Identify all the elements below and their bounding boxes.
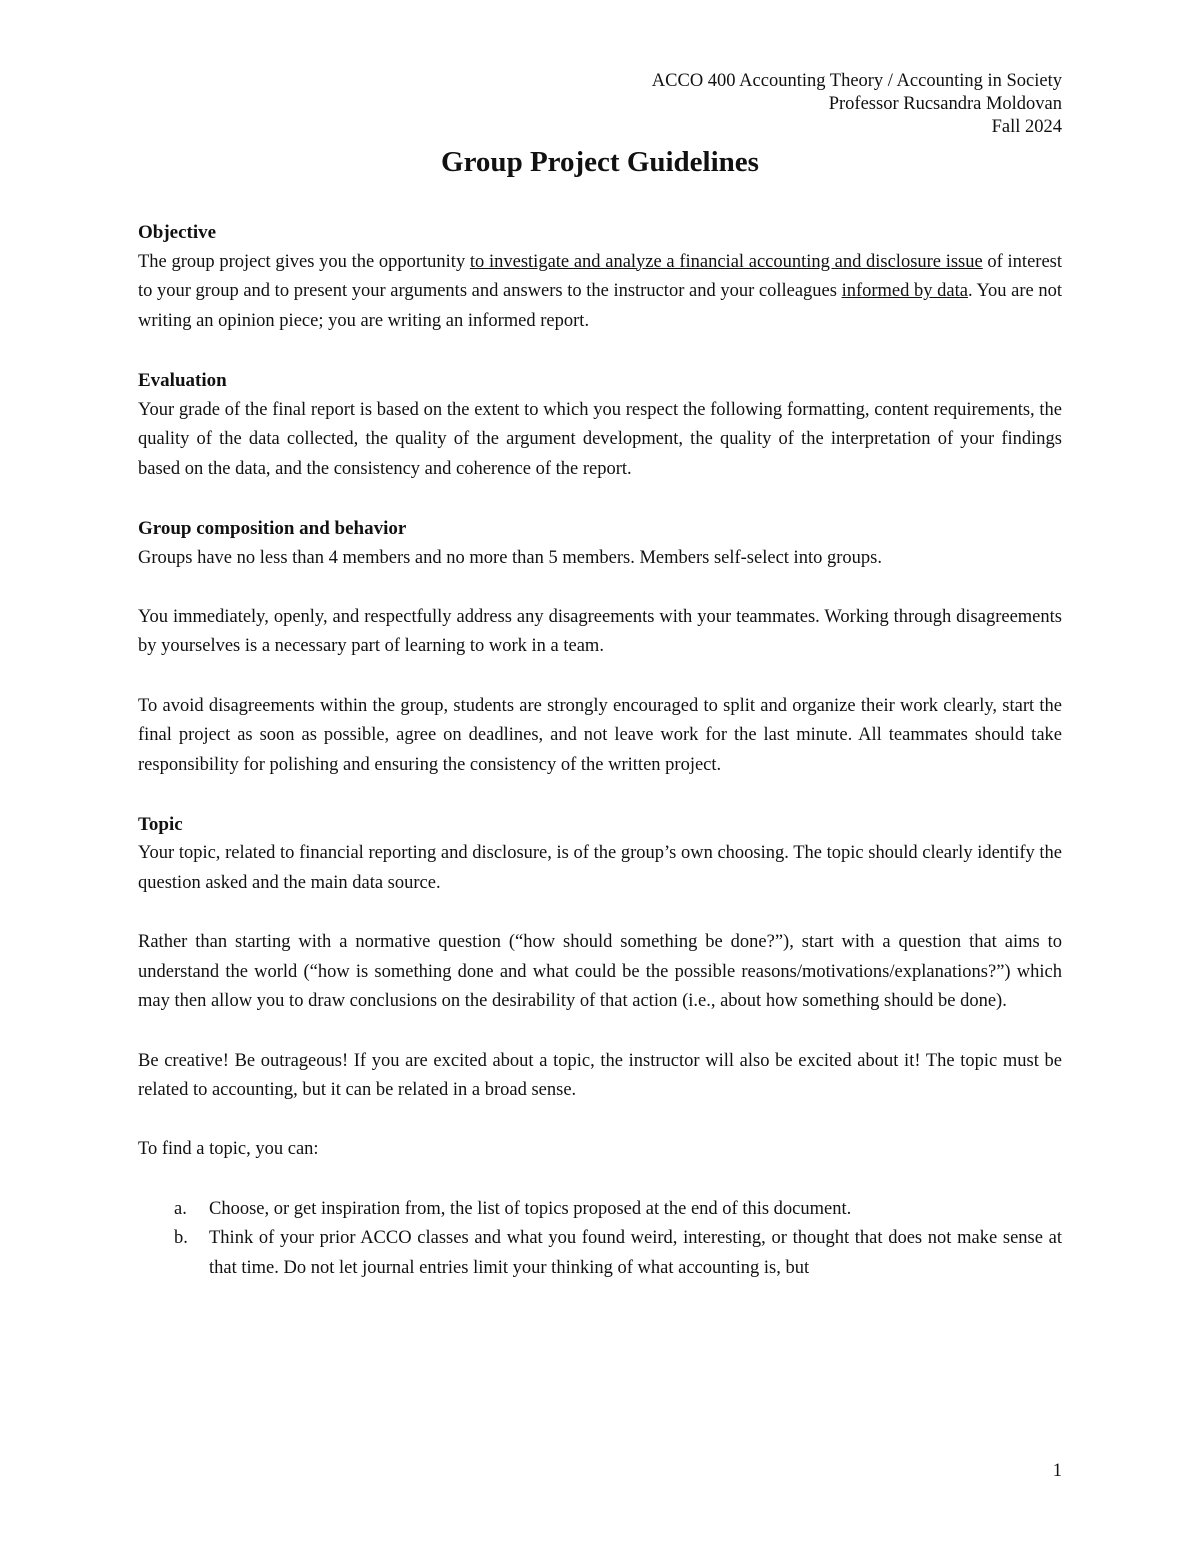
objective-underlined-2: informed by data — [841, 281, 968, 302]
objective-text-2: of interest to your group and to present your arguments and answers to the instructor and your colleagues — [138, 251, 1062, 302]
spacer — [138, 1165, 1062, 1195]
objective-underlined-1: to investigate and analyze a financial accounting and disclosure issue — [469, 251, 983, 272]
document-header — [138, 70, 1062, 139]
spacer — [138, 1106, 1062, 1136]
document-page — [138, 70, 1062, 1510]
spacer — [138, 1017, 1062, 1047]
section-heading-evaluation: Evaluation — [138, 369, 227, 391]
objective-text-3: . You are not writing an opinion piece; you are writing an informed report. — [138, 281, 1063, 331]
topic-paragraph-1: Your topic, related to financial reporting and disclosure, is of the group’s own choosing. The topic should clearly identify the question asked and the main data source. — [138, 843, 1062, 894]
document-title: Group Project Guidelines — [441, 146, 759, 178]
objective-paragraph — [138, 248, 1062, 337]
list-item — [138, 1195, 1062, 1225]
page-number: 1 — [1052, 1461, 1062, 1481]
topic-paragraph-3: Be creative! Be outrageous! If you are excited about a topic, the instructor will also be excited about it! The topic must be related to accounting, but it can be related in a broad sense. — [138, 1050, 1062, 1101]
objective-text-1: The group project gives you the opportunity — [138, 251, 470, 272]
spacer — [138, 484, 1062, 514]
spacer — [138, 662, 1062, 692]
topic-paragraph-2: Rather than starting with a normative question (“how should something be done?”), start with a question that aims to understand the world (“how is something done and what could be the possible reasons/motivations/explanations?”) which may then allow you to draw conclusions on the desirability of that action (i.e., about how something should be done). — [138, 932, 1062, 1012]
course-title: ACCO 400 Accounting Theory / Accounting in Society — [651, 71, 1062, 91]
section-group — [138, 514, 1062, 780]
section-heading-objective: Objective — [138, 222, 217, 243]
topic-paragraph-4: To find a topic, you can: — [138, 1139, 319, 1160]
spacer — [138, 180, 1062, 218]
spacer — [138, 780, 1062, 810]
topic-list — [138, 1195, 1062, 1284]
spacer — [138, 899, 1062, 929]
section-objective — [138, 218, 1062, 336]
list-item-text: Choose, or get inspiration from, the list of topics proposed at the end of this document. — [209, 1198, 852, 1219]
group-paragraph-3: To avoid disagreements within the group, students are strongly encouraged to split and organize their work clearly, start the final project as soon as possible, agree on deadlines, and not leave work for the last minute. All teammates should take responsibility for polishing and ensuring the consistency of the written project. — [138, 695, 1062, 775]
section-evaluation — [138, 366, 1062, 484]
term: Fall 2024 — [991, 117, 1062, 137]
list-item — [138, 1224, 1062, 1283]
group-paragraph-2: You immediately, openly, and respectfully address any disagreements with your teammates. Working through disagreements by yourselves is a necessary part of learning to work in a team. — [138, 606, 1062, 657]
list-item-text: Think of your prior ACCO classes and what you found weird, interesting, or thought that does not make sense at that time. Do not let journal entries limit your thinking of what accounting is, but — [209, 1228, 1062, 1278]
evaluation-paragraph: Your grade of the final report is based on the extent to which you respect the following formatting, content requirements, the quality of the data collected, the quality of the argument development, the quality of the interpretation of your findings based on the data, and the consistency and coherence of the report. — [138, 399, 1062, 479]
professor-name: Professor Rucsandra Moldovan — [828, 94, 1062, 114]
list-marker: b. — [174, 1228, 188, 1249]
section-heading-topic: Topic — [138, 813, 183, 835]
group-paragraph-1: Groups have no less than 4 members and no more than 5 members. Members self-select into groups. — [138, 547, 882, 568]
list-marker: a. — [174, 1198, 187, 1219]
spacer — [138, 336, 1062, 366]
section-heading-group: Group composition and behavior — [138, 517, 407, 539]
section-topic — [138, 810, 1062, 1284]
spacer — [138, 573, 1062, 603]
